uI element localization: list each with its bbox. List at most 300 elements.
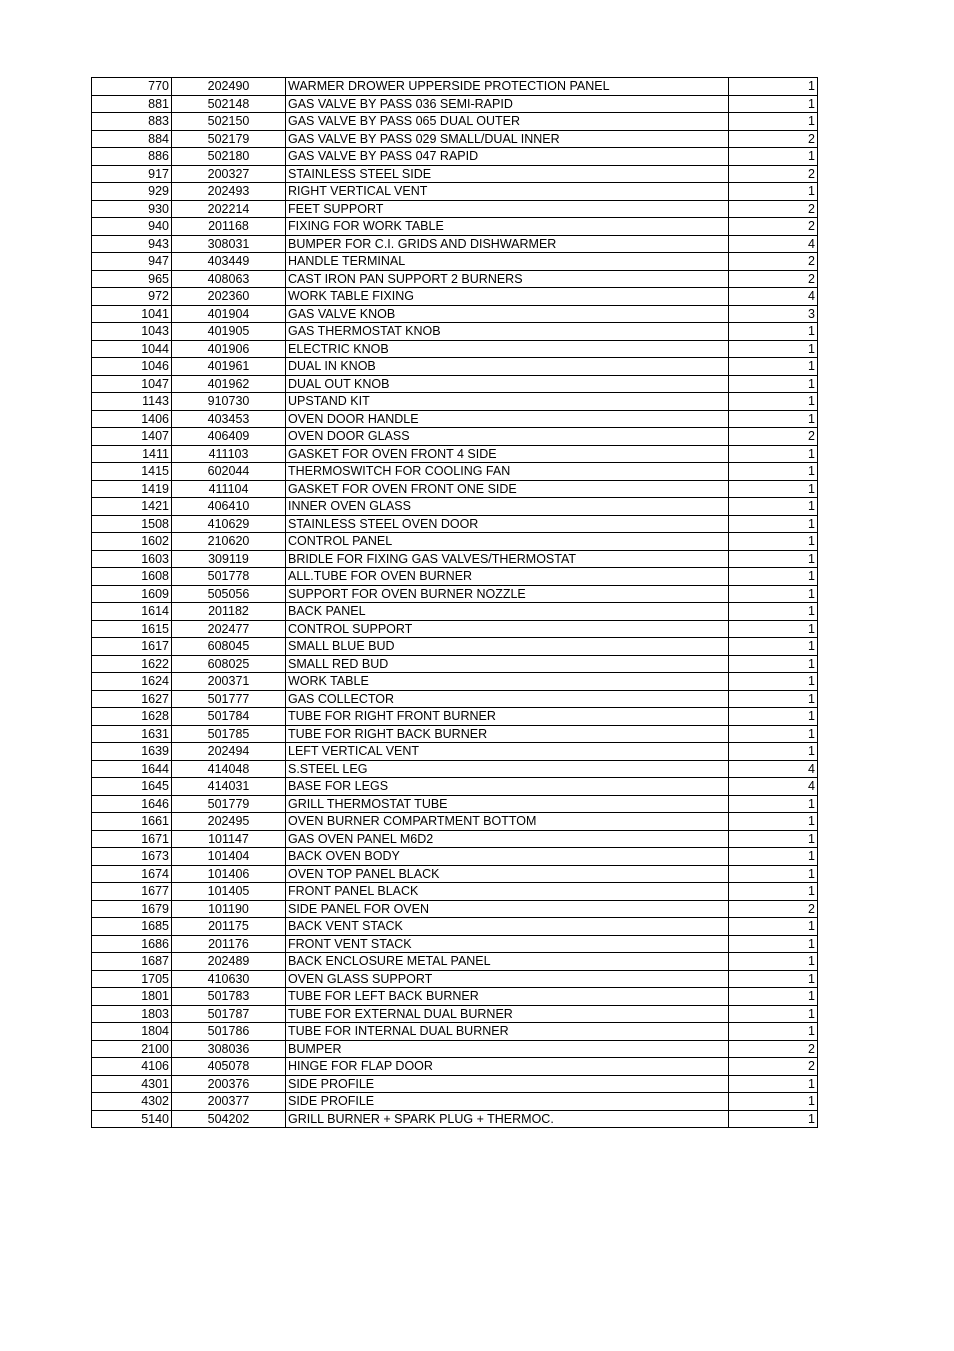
description-cell: STAINLESS STEEL OVEN DOOR: [286, 515, 729, 533]
description-cell: GAS VALVE BY PASS 047 RAPID: [286, 148, 729, 166]
quantity-cell: 1: [729, 830, 818, 848]
quantity-cell: 1: [729, 78, 818, 96]
ref-cell: 1143: [92, 393, 172, 411]
quantity-cell: 1: [729, 375, 818, 393]
quantity-cell: 1: [729, 550, 818, 568]
quantity-cell: 2: [729, 218, 818, 236]
table-row: [92, 673, 818, 691]
ref-cell: 1801: [92, 988, 172, 1006]
table-row: [92, 1058, 818, 1076]
part-code-cell: 101406: [172, 865, 286, 883]
ref-cell: 972: [92, 288, 172, 306]
ref-cell: 1608: [92, 568, 172, 586]
part-code-cell: 408063: [172, 270, 286, 288]
ref-cell: 1645: [92, 778, 172, 796]
description-cell: S.STEEL LEG: [286, 760, 729, 778]
description-cell: HANDLE TERMINAL: [286, 253, 729, 271]
description-cell: INNER OVEN GLASS: [286, 498, 729, 516]
quantity-cell: 1: [729, 935, 818, 953]
part-code-cell: 406410: [172, 498, 286, 516]
description-cell: THERMOSWITCH FOR COOLING FAN: [286, 463, 729, 481]
ref-cell: 4106: [92, 1058, 172, 1076]
table-row: [92, 655, 818, 673]
table-row: [92, 235, 818, 253]
ref-cell: 1602: [92, 533, 172, 551]
part-code-cell: 405078: [172, 1058, 286, 1076]
ref-cell: 1047: [92, 375, 172, 393]
description-cell: BASE FOR LEGS: [286, 778, 729, 796]
description-cell: GAS VALVE BY PASS 065 DUAL OUTER: [286, 113, 729, 131]
table-row: [92, 1040, 818, 1058]
description-cell: GRILL BURNER + SPARK PLUG + THERMOC.: [286, 1110, 729, 1128]
quantity-cell: 1: [729, 340, 818, 358]
description-cell: CONTROL PANEL: [286, 533, 729, 551]
part-code-cell: 910730: [172, 393, 286, 411]
description-cell: OVEN DOOR HANDLE: [286, 410, 729, 428]
ref-cell: 770: [92, 78, 172, 96]
table-row: [92, 410, 818, 428]
quantity-cell: 1: [729, 603, 818, 621]
table-row: [92, 585, 818, 603]
table-row: [92, 165, 818, 183]
part-code-cell: 608025: [172, 655, 286, 673]
part-code-cell: 501779: [172, 795, 286, 813]
description-cell: BACK OVEN BODY: [286, 848, 729, 866]
table-row: [92, 393, 818, 411]
quantity-cell: 1: [729, 918, 818, 936]
quantity-cell: 2: [729, 165, 818, 183]
part-code-cell: 201176: [172, 935, 286, 953]
ref-cell: 5140: [92, 1110, 172, 1128]
quantity-cell: 1: [729, 148, 818, 166]
table-row: [92, 428, 818, 446]
ref-cell: 1617: [92, 638, 172, 656]
part-code-cell: 201168: [172, 218, 286, 236]
part-code-cell: 414031: [172, 778, 286, 796]
description-cell: HINGE FOR FLAP DOOR: [286, 1058, 729, 1076]
quantity-cell: 2: [729, 200, 818, 218]
description-cell: LEFT VERTICAL VENT: [286, 743, 729, 761]
part-code-cell: 410630: [172, 970, 286, 988]
ref-cell: 1043: [92, 323, 172, 341]
description-cell: WORK TABLE FIXING: [286, 288, 729, 306]
table-row: [92, 288, 818, 306]
quantity-cell: 1: [729, 1110, 818, 1128]
table-row: [92, 200, 818, 218]
table-row: [92, 760, 818, 778]
quantity-cell: 1: [729, 655, 818, 673]
table-row: [92, 480, 818, 498]
ref-cell: 1419: [92, 480, 172, 498]
part-code-cell: 101190: [172, 900, 286, 918]
table-row: [92, 1110, 818, 1128]
table-row: [92, 830, 818, 848]
description-cell: DUAL OUT KNOB: [286, 375, 729, 393]
description-cell: TUBE FOR RIGHT BACK BURNER: [286, 725, 729, 743]
quantity-cell: 1: [729, 883, 818, 901]
ref-cell: 1407: [92, 428, 172, 446]
part-code-cell: 201175: [172, 918, 286, 936]
ref-cell: 1624: [92, 673, 172, 691]
description-cell: TUBE FOR EXTERNAL DUAL BURNER: [286, 1005, 729, 1023]
quantity-cell: 1: [729, 113, 818, 131]
part-code-cell: 202493: [172, 183, 286, 201]
quantity-cell: 1: [729, 358, 818, 376]
part-code-cell: 501784: [172, 708, 286, 726]
table-row: [92, 375, 818, 393]
quantity-cell: 3: [729, 305, 818, 323]
part-code-cell: 502180: [172, 148, 286, 166]
ref-cell: 1674: [92, 865, 172, 883]
ref-cell: 1609: [92, 585, 172, 603]
part-code-cell: 411103: [172, 445, 286, 463]
table-row: [92, 690, 818, 708]
part-code-cell: 202214: [172, 200, 286, 218]
ref-cell: 1406: [92, 410, 172, 428]
part-code-cell: 401905: [172, 323, 286, 341]
table-row: [92, 1093, 818, 1111]
description-cell: OVEN TOP PANEL BLACK: [286, 865, 729, 883]
ref-cell: 1686: [92, 935, 172, 953]
ref-cell: 883: [92, 113, 172, 131]
ref-cell: 4302: [92, 1093, 172, 1111]
ref-cell: 1622: [92, 655, 172, 673]
quantity-cell: 1: [729, 725, 818, 743]
quantity-cell: 1: [729, 533, 818, 551]
quantity-cell: 1: [729, 393, 818, 411]
ref-cell: 1044: [92, 340, 172, 358]
description-cell: FRONT VENT STACK: [286, 935, 729, 953]
ref-cell: 1677: [92, 883, 172, 901]
ref-cell: 1421: [92, 498, 172, 516]
quantity-cell: 1: [729, 480, 818, 498]
table-row: [92, 463, 818, 481]
ref-cell: 965: [92, 270, 172, 288]
table-row: [92, 305, 818, 323]
description-cell: BUMPER: [286, 1040, 729, 1058]
description-cell: BACK PANEL: [286, 603, 729, 621]
part-code-cell: 202477: [172, 620, 286, 638]
part-code-cell: 505056: [172, 585, 286, 603]
table-row: [92, 323, 818, 341]
description-cell: ELECTRIC KNOB: [286, 340, 729, 358]
quantity-cell: 1: [729, 498, 818, 516]
quantity-cell: 1: [729, 323, 818, 341]
table-row: [92, 148, 818, 166]
quantity-cell: 2: [729, 900, 818, 918]
description-cell: BRIDLE FOR FIXING GAS VALVES/THERMOSTAT: [286, 550, 729, 568]
quantity-cell: 1: [729, 988, 818, 1006]
ref-cell: 1614: [92, 603, 172, 621]
ref-cell: 1628: [92, 708, 172, 726]
description-cell: GASKET FOR OVEN FRONT 4 SIDE: [286, 445, 729, 463]
table-row: [92, 445, 818, 463]
part-code-cell: 401906: [172, 340, 286, 358]
ref-cell: 930: [92, 200, 172, 218]
part-code-cell: 308036: [172, 1040, 286, 1058]
ref-cell: 4301: [92, 1075, 172, 1093]
part-code-cell: 309119: [172, 550, 286, 568]
part-code-cell: 200327: [172, 165, 286, 183]
ref-cell: 1041: [92, 305, 172, 323]
quantity-cell: 4: [729, 760, 818, 778]
part-code-cell: 101405: [172, 883, 286, 901]
table-row: [92, 935, 818, 953]
table-row: [92, 78, 818, 96]
part-code-cell: 101147: [172, 830, 286, 848]
table-row: [92, 918, 818, 936]
part-code-cell: 401904: [172, 305, 286, 323]
part-code-cell: 101404: [172, 848, 286, 866]
ref-cell: 1644: [92, 760, 172, 778]
table-row: [92, 130, 818, 148]
ref-cell: 1687: [92, 953, 172, 971]
quantity-cell: 1: [729, 865, 818, 883]
quantity-cell: 1: [729, 970, 818, 988]
quantity-cell: 1: [729, 620, 818, 638]
description-cell: SIDE PROFILE: [286, 1075, 729, 1093]
ref-cell: 1639: [92, 743, 172, 761]
table-row: [92, 708, 818, 726]
part-code-cell: 202360: [172, 288, 286, 306]
table-row: [92, 113, 818, 131]
description-cell: SUPPORT FOR OVEN BURNER NOZZLE: [286, 585, 729, 603]
table-row: [92, 953, 818, 971]
description-cell: CONTROL SUPPORT: [286, 620, 729, 638]
ref-cell: 943: [92, 235, 172, 253]
ref-cell: 884: [92, 130, 172, 148]
quantity-cell: 1: [729, 183, 818, 201]
ref-cell: 1508: [92, 515, 172, 533]
part-code-cell: 403453: [172, 410, 286, 428]
table-row: [92, 550, 818, 568]
part-code-cell: 602044: [172, 463, 286, 481]
ref-cell: 947: [92, 253, 172, 271]
quantity-cell: 4: [729, 778, 818, 796]
description-cell: GAS VALVE BY PASS 029 SMALL/DUAL INNER: [286, 130, 729, 148]
quantity-cell: 1: [729, 445, 818, 463]
quantity-cell: 1: [729, 638, 818, 656]
description-cell: BACK VENT STACK: [286, 918, 729, 936]
part-code-cell: 501783: [172, 988, 286, 1006]
description-cell: BUMPER FOR C.I. GRIDS AND DISHWARMER: [286, 235, 729, 253]
table-row: [92, 533, 818, 551]
description-cell: GAS THERMOSTAT KNOB: [286, 323, 729, 341]
quantity-cell: 1: [729, 1075, 818, 1093]
description-cell: GAS VALVE KNOB: [286, 305, 729, 323]
table-row: [92, 498, 818, 516]
quantity-cell: 1: [729, 848, 818, 866]
description-cell: GAS COLLECTOR: [286, 690, 729, 708]
description-cell: BACK ENCLOSURE METAL PANEL: [286, 953, 729, 971]
quantity-cell: 1: [729, 410, 818, 428]
description-cell: GAS VALVE BY PASS 036 SEMI-RAPID: [286, 95, 729, 113]
part-code-cell: 202489: [172, 953, 286, 971]
description-cell: UPSTAND KIT: [286, 393, 729, 411]
part-code-cell: 501785: [172, 725, 286, 743]
part-code-cell: 201182: [172, 603, 286, 621]
part-code-cell: 501786: [172, 1023, 286, 1041]
ref-cell: 886: [92, 148, 172, 166]
part-code-cell: 502179: [172, 130, 286, 148]
table-row: [92, 95, 818, 113]
quantity-cell: 2: [729, 1040, 818, 1058]
table-row: [92, 883, 818, 901]
ref-cell: 1615: [92, 620, 172, 638]
table-row: [92, 218, 818, 236]
quantity-cell: 1: [729, 690, 818, 708]
ref-cell: 1603: [92, 550, 172, 568]
quantity-cell: 1: [729, 708, 818, 726]
quantity-cell: 1: [729, 1005, 818, 1023]
table-row: [92, 725, 818, 743]
table-row: [92, 620, 818, 638]
ref-cell: 1679: [92, 900, 172, 918]
part-code-cell: 200371: [172, 673, 286, 691]
quantity-cell: 1: [729, 953, 818, 971]
ref-cell: 1627: [92, 690, 172, 708]
quantity-cell: 1: [729, 743, 818, 761]
description-cell: OVEN DOOR GLASS: [286, 428, 729, 446]
table-row: [92, 568, 818, 586]
table-row: [92, 1023, 818, 1041]
description-cell: SIDE PANEL FOR OVEN: [286, 900, 729, 918]
part-code-cell: 200376: [172, 1075, 286, 1093]
description-cell: TUBE FOR RIGHT FRONT BURNER: [286, 708, 729, 726]
description-cell: OVEN GLASS SUPPORT: [286, 970, 729, 988]
description-cell: FIXING FOR WORK TABLE: [286, 218, 729, 236]
table-row: [92, 813, 818, 831]
description-cell: GRILL THERMOSTAT TUBE: [286, 795, 729, 813]
part-code-cell: 406409: [172, 428, 286, 446]
quantity-cell: 4: [729, 235, 818, 253]
quantity-cell: 2: [729, 270, 818, 288]
parts-table-body: [92, 78, 818, 1128]
ref-cell: 1803: [92, 1005, 172, 1023]
ref-cell: 1646: [92, 795, 172, 813]
ref-cell: 1661: [92, 813, 172, 831]
part-code-cell: 608045: [172, 638, 286, 656]
table-row: [92, 183, 818, 201]
part-code-cell: 501787: [172, 1005, 286, 1023]
part-code-cell: 202495: [172, 813, 286, 831]
description-cell: CAST IRON PAN SUPPORT 2 BURNERS: [286, 270, 729, 288]
quantity-cell: 1: [729, 795, 818, 813]
table-row: [92, 865, 818, 883]
description-cell: FRONT PANEL BLACK: [286, 883, 729, 901]
table-row: [92, 358, 818, 376]
quantity-cell: 1: [729, 673, 818, 691]
quantity-cell: 2: [729, 428, 818, 446]
description-cell: WORK TABLE: [286, 673, 729, 691]
description-cell: WARMER DROWER UPPERSIDE PROTECTION PANEL: [286, 78, 729, 96]
description-cell: GAS OVEN PANEL M6D2: [286, 830, 729, 848]
description-cell: SMALL BLUE BUD: [286, 638, 729, 656]
part-code-cell: 501777: [172, 690, 286, 708]
description-cell: SMALL RED BUD: [286, 655, 729, 673]
table-row: [92, 988, 818, 1006]
part-code-cell: 401961: [172, 358, 286, 376]
description-cell: DUAL IN KNOB: [286, 358, 729, 376]
ref-cell: 881: [92, 95, 172, 113]
part-code-cell: 200377: [172, 1093, 286, 1111]
ref-cell: 1804: [92, 1023, 172, 1041]
part-code-cell: 202494: [172, 743, 286, 761]
part-code-cell: 410629: [172, 515, 286, 533]
part-code-cell: 308031: [172, 235, 286, 253]
quantity-cell: 2: [729, 130, 818, 148]
description-cell: SIDE PROFILE: [286, 1093, 729, 1111]
table-row: [92, 340, 818, 358]
quantity-cell: 4: [729, 288, 818, 306]
quantity-cell: 1: [729, 1093, 818, 1111]
table-row: [92, 1005, 818, 1023]
quantity-cell: 2: [729, 253, 818, 271]
quantity-cell: 1: [729, 568, 818, 586]
ref-cell: 1415: [92, 463, 172, 481]
table-row: [92, 848, 818, 866]
part-code-cell: 502150: [172, 113, 286, 131]
part-code-cell: 401962: [172, 375, 286, 393]
description-cell: STAINLESS STEEL SIDE: [286, 165, 729, 183]
ref-cell: 1673: [92, 848, 172, 866]
table-row: [92, 515, 818, 533]
description-cell: OVEN BURNER COMPARTMENT BOTTOM: [286, 813, 729, 831]
table-row: [92, 778, 818, 796]
table-row: [92, 795, 818, 813]
ref-cell: 1631: [92, 725, 172, 743]
table-row: [92, 743, 818, 761]
part-code-cell: 403449: [172, 253, 286, 271]
ref-cell: 1685: [92, 918, 172, 936]
ref-cell: 917: [92, 165, 172, 183]
ref-cell: 940: [92, 218, 172, 236]
quantity-cell: 1: [729, 1023, 818, 1041]
quantity-cell: 1: [729, 515, 818, 533]
part-code-cell: 414048: [172, 760, 286, 778]
ref-cell: 1046: [92, 358, 172, 376]
ref-cell: 1705: [92, 970, 172, 988]
part-code-cell: 502148: [172, 95, 286, 113]
ref-cell: 929: [92, 183, 172, 201]
table-row: [92, 900, 818, 918]
description-cell: GASKET FOR OVEN FRONT ONE SIDE: [286, 480, 729, 498]
table-row: [92, 1075, 818, 1093]
ref-cell: 1671: [92, 830, 172, 848]
description-cell: TUBE FOR LEFT BACK BURNER: [286, 988, 729, 1006]
parts-table: [91, 77, 818, 1128]
table-row: [92, 970, 818, 988]
table-row: [92, 603, 818, 621]
ref-cell: 2100: [92, 1040, 172, 1058]
description-cell: ALL.TUBE FOR OVEN BURNER: [286, 568, 729, 586]
description-cell: TUBE FOR INTERNAL DUAL BURNER: [286, 1023, 729, 1041]
part-code-cell: 210620: [172, 533, 286, 551]
part-code-cell: 202490: [172, 78, 286, 96]
part-code-cell: 504202: [172, 1110, 286, 1128]
ref-cell: 1411: [92, 445, 172, 463]
table-row: [92, 253, 818, 271]
quantity-cell: 1: [729, 95, 818, 113]
quantity-cell: 1: [729, 585, 818, 603]
description-cell: RIGHT VERTICAL VENT: [286, 183, 729, 201]
quantity-cell: 1: [729, 813, 818, 831]
table-row: [92, 638, 818, 656]
quantity-cell: 2: [729, 1058, 818, 1076]
part-code-cell: 411104: [172, 480, 286, 498]
quantity-cell: 1: [729, 463, 818, 481]
part-code-cell: 501778: [172, 568, 286, 586]
